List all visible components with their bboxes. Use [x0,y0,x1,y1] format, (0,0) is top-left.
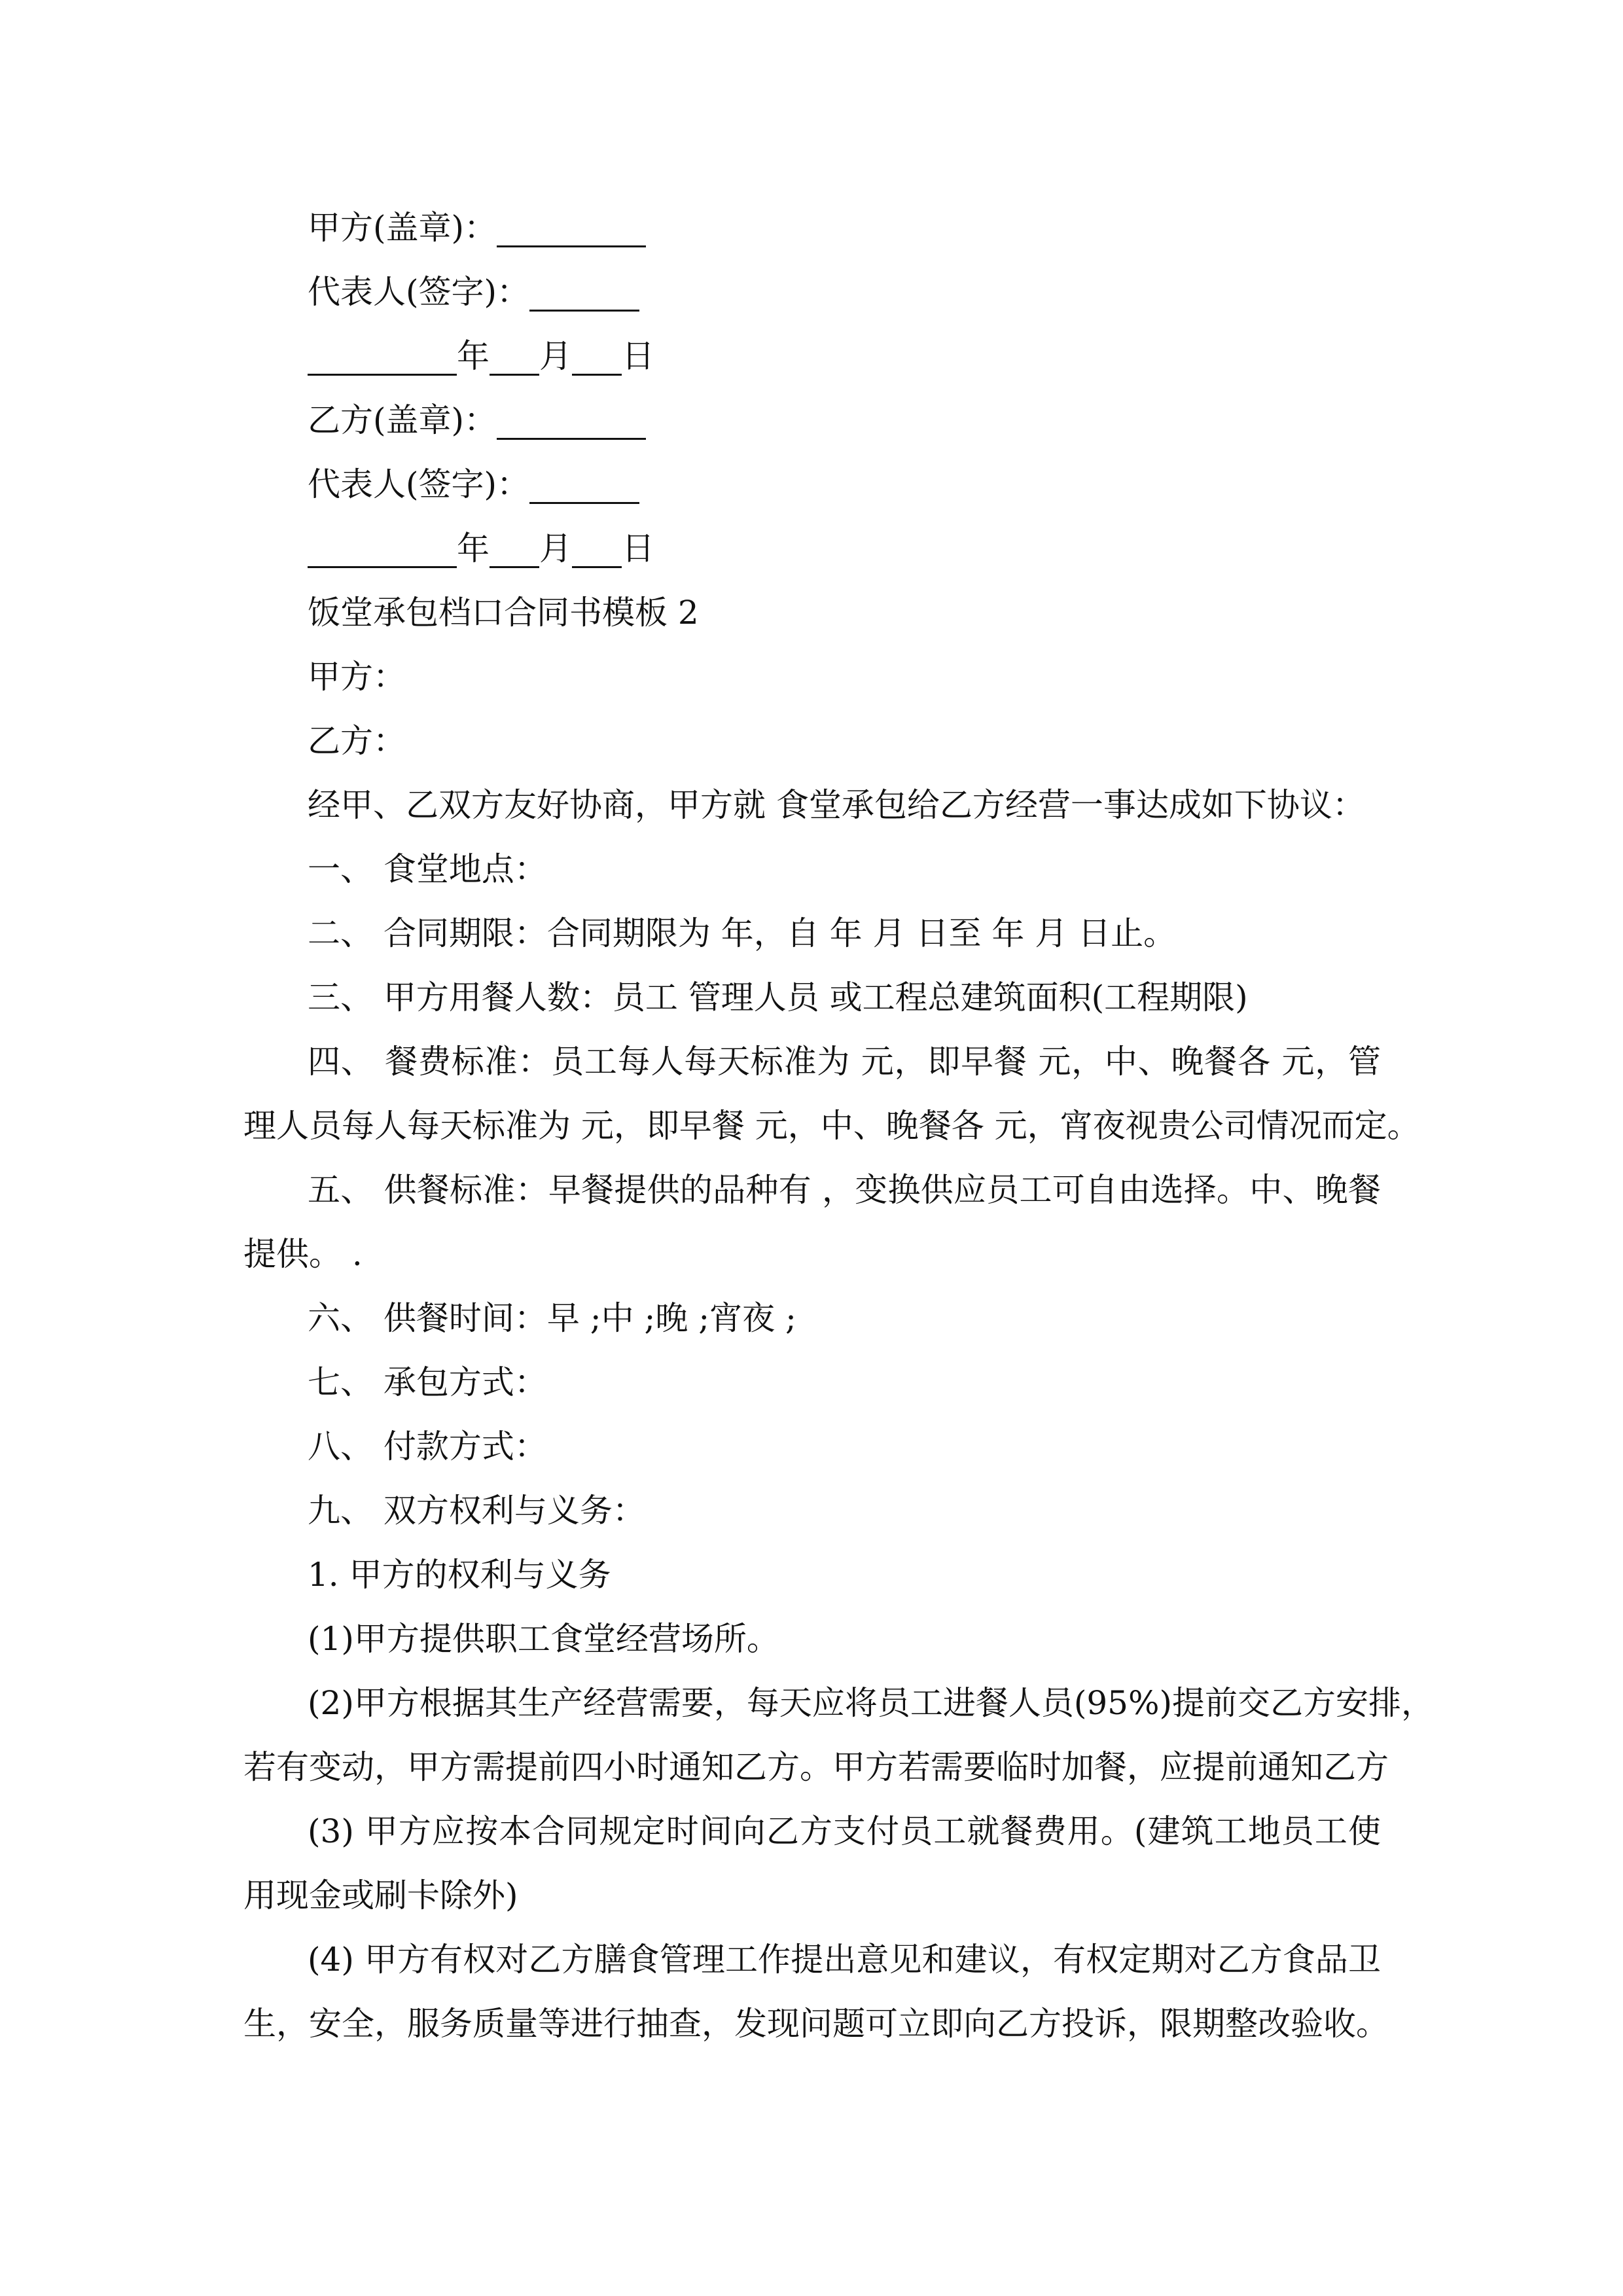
party-a-rep-line [308,272,639,312]
month-blank [490,535,539,568]
year-label: 年 [457,337,490,375]
section-1-heading: 1. 甲方的权利与义务 [308,1556,611,1594]
year-blank [308,535,457,568]
day-blank [572,342,622,376]
section-1-item-2-line-2: 若有变动，甲方需提前四小时通知乙方。甲方若需要临时加餐，应提前通知乙方 [243,1748,1389,1786]
party-a-rep-label: 代表人(签字)： [308,273,530,311]
section-1-item-4-line-2: 生，安全，服务质量等进行抽查，发现问题可立即向乙方投诉，限期整改验收。 [243,2005,1389,2043]
day-label: 日 [622,529,654,567]
section-1-item-1: (1)甲方提供职工食堂经营场所。 [308,1620,779,1658]
section-1-item-3-line-2: 用现金或刷卡除外) [243,1876,518,1914]
clause-4-line-1: 四、 餐费标准：员工每人每天标准为 元，即早餐 元，中、晚餐各 元，管 [308,1043,1381,1081]
month-label: 月 [539,529,572,567]
party-a-seal-label: 甲方(盖章)： [308,209,497,247]
clause-6: 六、 供餐时间：早 ;中 ;晚 ;宵夜 ; [308,1299,796,1337]
clause-5-line-1: 五、 供餐标准：早餐提供的品种有 ，变换供应员工可自由选择。中、晚餐 [308,1171,1381,1209]
party-a-line: 甲方： [308,658,406,696]
clause-4-line-2: 理人员每人每天标准为 元，即早餐 元，中、晚餐各 元，宵夜视贵公司情况而定。 [243,1107,1420,1145]
party-a-date-line [308,336,654,376]
party-b-date-line [308,529,654,568]
party-b-line: 乙方： [308,722,406,760]
party-b-seal-line [308,401,646,440]
clause-8: 八、 付款方式： [308,1427,547,1465]
clause-9: 九、 双方权利与义务： [308,1492,645,1530]
signature-blank [497,214,646,247]
year-label: 年 [457,529,490,567]
party-b-seal-label: 乙方(盖章)： [308,401,497,439]
month-label: 月 [539,337,572,375]
document-title: 饭堂承包档口合同书模板 2 [308,594,699,632]
section-1-item-3-line-1: (3) 甲方应按本合同规定时间向乙方支付员工就餐费用。(建筑工地员工使 [308,1812,1381,1850]
clause-3: 三、 甲方用餐人数：员工 管理人员 或工程总建筑面积(工程期限) [308,978,1248,1016]
day-label: 日 [622,337,654,375]
clause-5-line-2: 提供。 . [243,1235,363,1273]
clause-7: 七、 承包方式： [308,1363,547,1401]
signature-blank [529,471,639,504]
clause-2: 二、 合同期限：合同期限为 年，自 年 月 日至 年 月 日止。 [308,914,1177,952]
party-b-rep-line [308,465,639,504]
clause-1: 一、 食堂地点： [308,850,547,888]
signature-blank [529,278,639,312]
section-1-item-4-line-1: (4) 甲方有权对乙方膳食管理工作提出意见和建议，有权定期对乙方食品卫 [308,1941,1381,1979]
signature-blank [497,406,646,440]
party-b-rep-label: 代表人(签字)： [308,465,530,503]
year-blank [308,342,457,376]
day-blank [572,535,622,568]
month-blank [490,342,539,376]
section-1-item-2-line-1: (2)甲方根据其生产经营需要，每天应将员工进餐人员(95%)提前交乙方安排， [308,1684,1434,1722]
party-a-seal-line [308,208,646,247]
intro-paragraph: 经甲、乙双方友好协商，甲方就 食堂承包给乙方经营一事达成如下协议： [308,786,1365,824]
